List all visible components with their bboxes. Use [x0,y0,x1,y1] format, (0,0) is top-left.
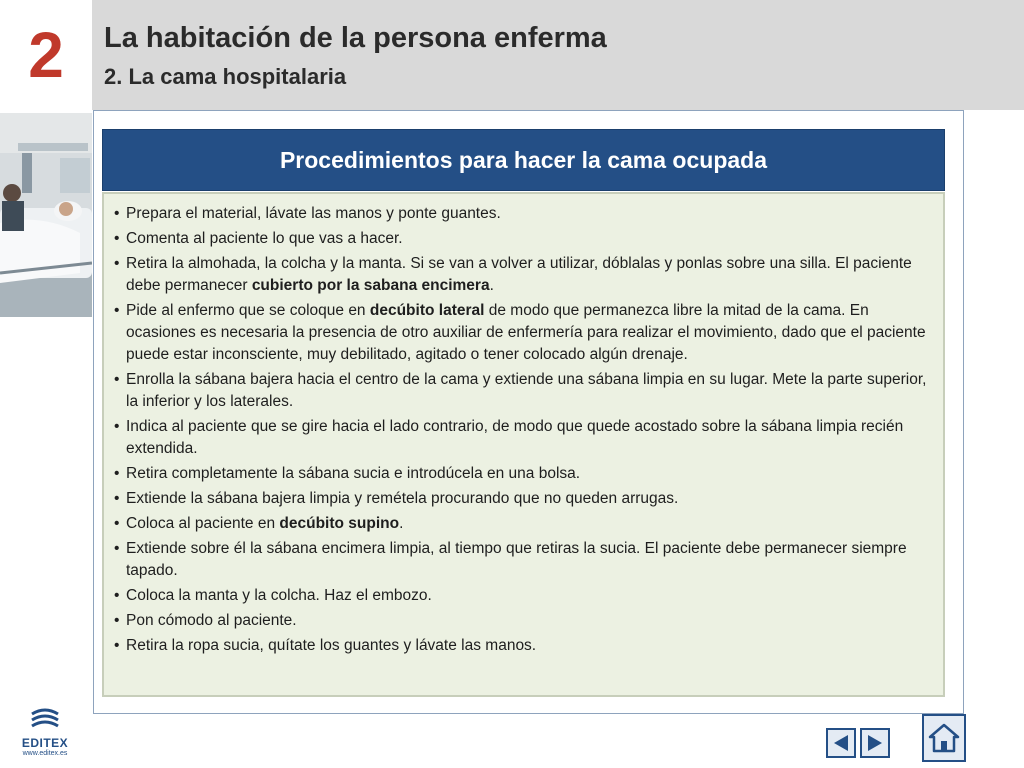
procedure-step-emphasis: decúbito lateral [369,302,485,319]
procedure-step [114,369,935,413]
procedure-step [114,463,935,485]
procedure-step [114,300,935,366]
procedure-step-text: Coloca al paciente en [126,515,280,532]
procedure-step [114,585,935,607]
procedure-step-text: Retira la almohada, la colcha y la manta. Si se van a volver a utilizar, dóblalas y ponlas sobre una silla. El paciente debe permanecer [126,255,912,294]
procedure-step-text: de modo que permanezca libre la mitad de la cama. En ocasiones es necesaria la presencia de otro auxiliar de enfermería para realizar el movimiento, dado que el paciente puede estar inconsciente, muy debilitado, agitado o tener colocado algún drenaje. [126,302,926,363]
procedure-step [114,635,935,657]
procedure-step [114,610,935,632]
previous-button[interactable] [826,728,856,758]
next-button[interactable] [860,728,890,758]
next-arrow-icon [864,732,886,754]
procedure-step-text: Comenta al paciente lo que vas a hacer. [126,230,403,247]
editex-logo-icon [28,708,62,730]
procedure-step-text: Retira la ropa sucia, quítate los guantes y lávate las manos. [126,637,537,654]
procedure-step [114,538,935,582]
procedure-step-text: . [399,515,404,532]
home-button[interactable] [922,714,966,762]
procedure-step-text: Extiende sobre él la sábana encimera limpia, al tiempo que retiras la sucia. El paciente debe permanecer siempre tapado. [126,540,907,579]
page-subtitle: 2. La cama hospitalaria [104,64,347,89]
procedures-box [102,192,945,697]
procedure-step [114,513,935,535]
procedure-step-text: Retira completamente la sábana sucia e introdúcela en una bolsa. [126,465,581,482]
procedure-step-text: Pide al enfermo que se coloque en [126,302,370,319]
hospital-bed-photo [0,113,92,317]
editex-logo-text: EDITEX [21,736,69,750]
procedure-step [114,203,935,225]
procedure-step-text: Pon cómodo al paciente. [126,612,297,629]
procedures-title: Procedimientos para hacer la cama ocupada [102,129,945,191]
procedure-step [114,253,935,297]
procedure-step-text: Extiende la sábana bajera limpia y remétela procurando que no queden arrugas. [126,490,679,507]
procedure-step-text: . [489,277,494,294]
procedure-step [114,488,935,510]
procedure-step [114,228,935,250]
header-band [92,0,1024,110]
editex-logo [14,708,76,760]
procedure-step-text: Coloca la manta y la colcha. Haz el embozo. [126,587,432,604]
procedure-step-text: Enrolla la sábana bajera hacia el centro de la cama y extiende una sábana limpia en su lugar. Mete la parte superior, la inferior y los laterales. [126,371,927,410]
procedure-step-text: Prepara el material, lávate las manos y ponte guantes. [126,205,501,222]
previous-arrow-icon [830,732,852,754]
procedures-list [114,203,935,657]
procedure-step [114,416,935,460]
editex-logo-url: www.editex.es [22,750,68,757]
chapter-number: 2 [28,19,64,91]
home-icon [927,721,961,755]
procedure-step-emphasis: cubierto por la sabana encimera [251,277,490,294]
page-title: La habitación de la persona enferma [104,22,607,54]
procedure-step-text: Indica al paciente que se gire hacia el lado contrario, de modo que quede acostado sobre la sábana limpia recién extendida. [126,418,904,457]
procedure-step-emphasis: decúbito supino [279,515,400,532]
